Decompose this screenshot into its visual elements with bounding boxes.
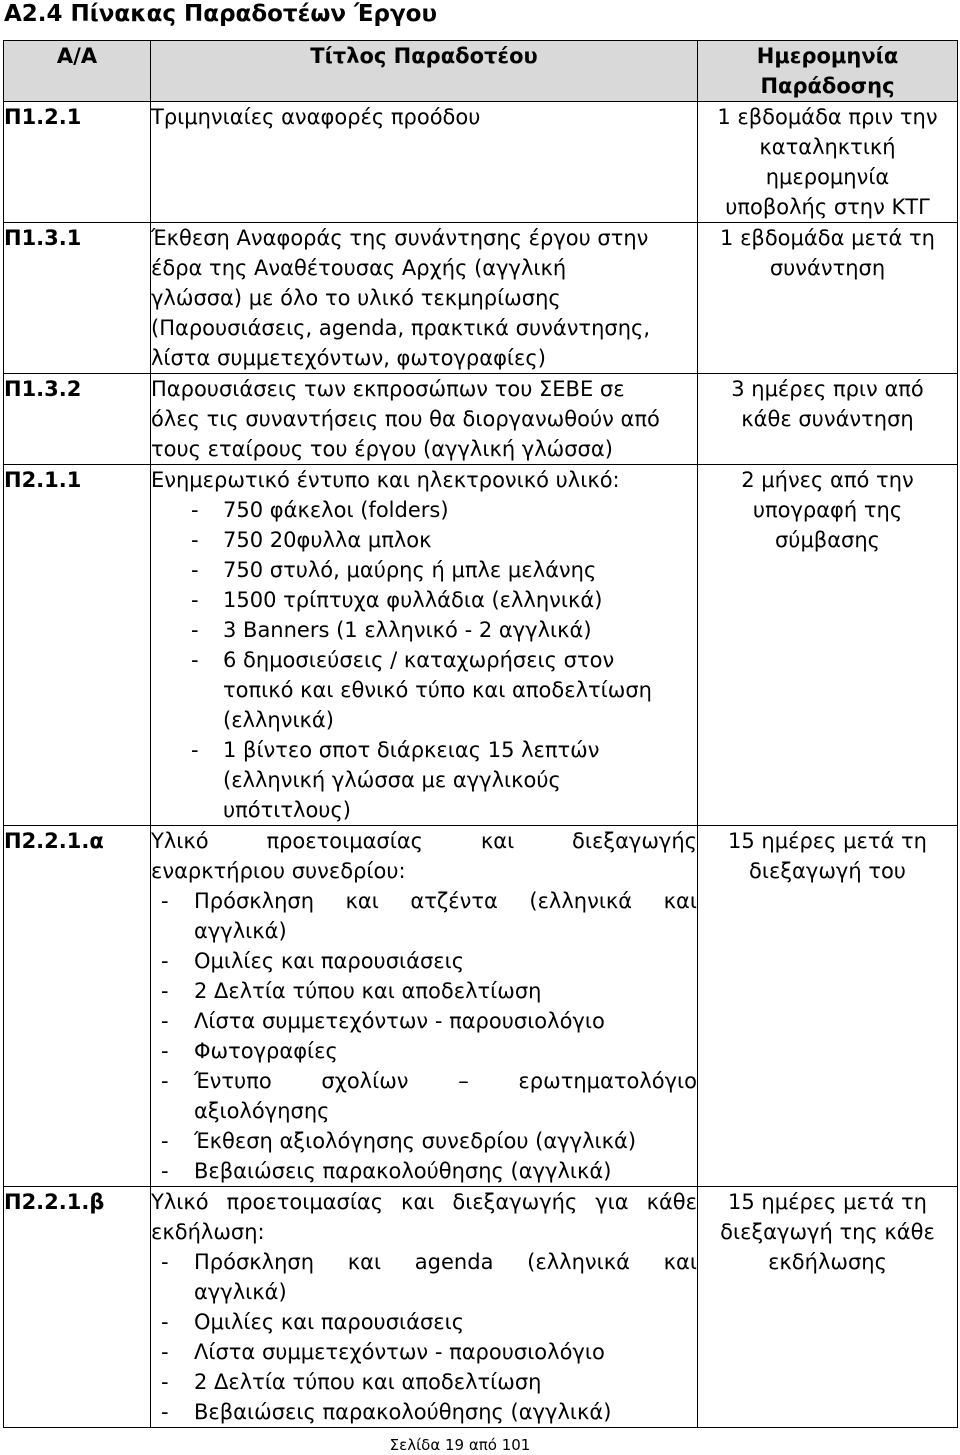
deliverable-id bbox=[4, 1187, 151, 1428]
list-bullet: - bbox=[161, 1400, 169, 1424]
list-bullet: - bbox=[191, 588, 199, 612]
list-item-line: 1 βίντεο σποτ διάρκειας 15 λεπτών bbox=[223, 738, 600, 762]
list-item bbox=[151, 1247, 697, 1307]
list-item-line: αξιολόγησης bbox=[194, 1099, 330, 1123]
title-line: λίστα συμμετεχόντων, φωτογραφίες) bbox=[151, 346, 546, 370]
header-cell-date bbox=[698, 41, 958, 102]
list-item bbox=[151, 585, 697, 615]
list-bullet: - bbox=[161, 1159, 169, 1183]
list-bullet: - bbox=[161, 1009, 169, 1033]
list-item-line: 3 Banners (1 ελληνικό - 2 αγγλικά) bbox=[223, 618, 592, 642]
list-item bbox=[151, 976, 697, 1006]
title-line: γλώσσα) με όλο το υλικό τεκμηρίωσης bbox=[151, 286, 561, 310]
title-line: Έκθεση Αναφοράς της συνάντησης έργου στην bbox=[151, 226, 649, 250]
deliverable-id-text: Π1.3.1 bbox=[4, 226, 82, 250]
list-item-line: 2 Δελτία τύπου και αποδελτίωση bbox=[194, 1370, 542, 1394]
header-label: Α/Α bbox=[56, 44, 98, 68]
title-line: όλες τις συναντήσεις που θα διοργανωθούν από bbox=[151, 407, 660, 431]
deliverable-title bbox=[151, 374, 698, 465]
list-item bbox=[151, 1367, 697, 1397]
header-cell-id bbox=[4, 41, 151, 102]
list-item-line: Βεβαιώσεις παρακολούθησης (αγγλικά) bbox=[194, 1400, 612, 1424]
list-item-line: Έντυπο σχολίων – ερωτηματολόγιο bbox=[194, 1069, 697, 1093]
date-line: 15 ημέρες μετά τη bbox=[728, 1190, 927, 1214]
deliverable-row bbox=[4, 465, 958, 826]
list-item-line: Πρόσκληση και ατζέντα (ελληνικά και bbox=[194, 889, 697, 913]
list-bullet: - bbox=[191, 618, 199, 642]
deliverable-id bbox=[4, 223, 151, 374]
list-item-line: 2 Δελτία τύπου και αποδελτίωση bbox=[194, 979, 542, 1003]
date-line: 3 ημέρες πριν από bbox=[731, 377, 924, 401]
list-item-line: 6 δημοσιεύσεις / καταχωρήσεις στον bbox=[223, 648, 615, 672]
header-cell-title bbox=[151, 41, 698, 102]
delivery-date bbox=[698, 465, 958, 826]
delivery-date bbox=[698, 102, 958, 223]
deliverable-row bbox=[4, 826, 958, 1187]
list-item-line: Έκθεση αξιολόγησης συνεδρίου (αγγλικά) bbox=[194, 1129, 637, 1153]
date-line: υπογραφή της bbox=[752, 498, 903, 522]
list-item-line: Ομιλίες και παρουσιάσεις bbox=[194, 949, 465, 973]
deliverable-title bbox=[151, 223, 698, 374]
title-line: Υλικό προετοιμασίας και διεξαγωγής bbox=[151, 829, 697, 853]
date-line: 1 εβδομάδα πριν την bbox=[717, 105, 938, 129]
date-line: υποβολής στην ΚΤΓ bbox=[725, 195, 930, 219]
list-item bbox=[151, 1126, 697, 1156]
list-item bbox=[151, 1066, 697, 1126]
delivery-date bbox=[698, 826, 958, 1187]
deliverable-id-text: Π1.3.2 bbox=[4, 377, 82, 401]
deliverable-id-text: Π2.2.1.β bbox=[4, 1190, 105, 1214]
page-heading: A2.4 Πίνακας Παραδοτέων Έργου bbox=[4, 1, 437, 27]
date-line: κάθε συνάντηση bbox=[741, 407, 914, 431]
deliverable-row bbox=[4, 374, 958, 465]
deliverable-id-text: Π2.2.1.α bbox=[4, 829, 104, 853]
deliverable-title bbox=[151, 1187, 698, 1428]
list-item-line: υπότιτλους) bbox=[223, 798, 351, 822]
deliverable-id-text: Π1.2.1 bbox=[4, 105, 82, 129]
list-item-line: 750 φάκελοι (folders) bbox=[223, 498, 449, 522]
list-bullet: - bbox=[191, 498, 199, 522]
delivery-date bbox=[698, 1187, 958, 1428]
title-line: Παρουσιάσεις των εκπροσώπων του ΣΕΒΕ σε bbox=[151, 377, 625, 401]
list-bullet: - bbox=[161, 949, 169, 973]
list-bullet: - bbox=[191, 558, 199, 582]
page-number: Σελίδα 19 από 101 bbox=[389, 1436, 531, 1454]
list-item-line: Φωτογραφίες bbox=[194, 1039, 338, 1063]
list-item-line: (ελληνικά) bbox=[223, 708, 334, 732]
list-item-line: 1500 τρίπτυχα φυλλάδια (ελληνικά) bbox=[223, 588, 603, 612]
date-line: συνάντηση bbox=[769, 256, 886, 280]
deliverable-id bbox=[4, 465, 151, 826]
date-line: καταληκτική bbox=[759, 135, 896, 159]
list-bullet: - bbox=[161, 889, 169, 913]
list-bullet: - bbox=[161, 1310, 169, 1334]
header-label: Ημερομηνία bbox=[756, 44, 899, 68]
list-item bbox=[151, 1006, 697, 1036]
deliverables-table bbox=[3, 40, 958, 1428]
list-item-line: αγγλικά) bbox=[194, 1280, 287, 1304]
list-item-line: Λίστα συμμετεχόντων - παρουσιολόγιο bbox=[194, 1009, 605, 1033]
deliverable-row bbox=[4, 102, 958, 223]
list-bullet: - bbox=[161, 1039, 169, 1063]
deliverable-id bbox=[4, 374, 151, 465]
date-line: 15 ημέρες μετά τη bbox=[728, 829, 927, 853]
header-label: Παράδοσης bbox=[760, 74, 895, 98]
list-item bbox=[151, 1397, 697, 1427]
deliverable-id-text: Π2.1.1 bbox=[4, 468, 82, 492]
list-item-line: αγγλικά) bbox=[194, 919, 287, 943]
delivery-date bbox=[698, 374, 958, 465]
list-item bbox=[151, 1036, 697, 1066]
list-bullet: - bbox=[161, 1370, 169, 1394]
header-label: Τίτλος Παραδοτέου bbox=[310, 44, 538, 68]
list-item-line: Λίστα συμμετεχόντων - παρουσιολόγιο bbox=[194, 1340, 605, 1364]
list-item bbox=[151, 645, 697, 735]
list-bullet: - bbox=[161, 1340, 169, 1364]
deliverable-title bbox=[151, 102, 698, 223]
list-item bbox=[151, 495, 697, 525]
deliverable-title bbox=[151, 826, 698, 1187]
list-item bbox=[151, 555, 697, 585]
deliverable-row bbox=[4, 223, 958, 374]
list-bullet: - bbox=[161, 979, 169, 1003]
deliverable-id bbox=[4, 102, 151, 223]
date-line: 2 μήνες από την bbox=[741, 468, 914, 492]
date-line: σύμβασης bbox=[774, 528, 880, 552]
list-item-line: Βεβαιώσεις παρακολούθησης (αγγλικά) bbox=[194, 1159, 612, 1183]
list-item bbox=[151, 1156, 697, 1186]
list-item bbox=[151, 525, 697, 555]
list-bullet: - bbox=[161, 1129, 169, 1153]
title-line: (Παρουσιάσεις, agenda, πρακτικά συνάντησης, bbox=[151, 316, 651, 340]
list-item bbox=[151, 615, 697, 645]
date-line: ημερομηνία bbox=[765, 165, 890, 189]
date-line: διεξαγωγή της κάθε bbox=[720, 1220, 935, 1244]
title-line: Υλικό προετοιμασίας και διεξαγωγής για κάθε bbox=[151, 1190, 697, 1214]
list-item-line: 750 στυλό, μαύρης ή μπλε μελάνης bbox=[223, 558, 597, 582]
deliverable-id bbox=[4, 826, 151, 1187]
list-item-line: τοπικό και εθνικό τύπο και αποδελτίωση bbox=[223, 678, 652, 702]
title-line: έδρα της Αναθέτουσας Αρχής (αγγλική bbox=[151, 256, 567, 280]
date-line: εκδήλωσης bbox=[768, 1250, 887, 1274]
header-row bbox=[4, 41, 958, 102]
list-item bbox=[151, 1307, 697, 1337]
list-bullet: - bbox=[191, 738, 199, 762]
list-item bbox=[151, 886, 697, 946]
deliverable-title bbox=[151, 465, 698, 826]
title-line: εναρκτήριου συνεδρίου: bbox=[151, 859, 406, 883]
list-item-line: 750 20φυλλα μπλοκ bbox=[223, 528, 432, 552]
deliverable-row bbox=[4, 1187, 958, 1428]
list-item bbox=[151, 1337, 697, 1367]
title-line: Ενημερωτικό έντυπο και ηλεκτρονικό υλικό: bbox=[151, 468, 620, 492]
list-item bbox=[151, 946, 697, 976]
delivery-date bbox=[698, 223, 958, 374]
list-bullet: - bbox=[161, 1250, 169, 1274]
date-line: 1 εβδομάδα μετά τη bbox=[720, 226, 935, 250]
list-item-line: Πρόσκληση και agenda (ελληνικά και bbox=[194, 1250, 697, 1274]
list-item-line: (ελληνική γλώσσα με αγγλικούς bbox=[223, 768, 561, 792]
list-item bbox=[151, 735, 697, 825]
title-line: τους εταίρους του έργου (αγγλική γλώσσα) bbox=[151, 437, 613, 461]
list-item-line: Ομιλίες και παρουσιάσεις bbox=[194, 1310, 465, 1334]
list-bullet: - bbox=[161, 1069, 169, 1093]
list-bullet: - bbox=[191, 528, 199, 552]
date-line: διεξαγωγή του bbox=[749, 859, 906, 883]
title-line: εκδήλωση: bbox=[151, 1220, 265, 1244]
title-line: Τριμηνιαίες αναφορές προόδου bbox=[151, 105, 481, 129]
list-bullet: - bbox=[191, 648, 199, 672]
